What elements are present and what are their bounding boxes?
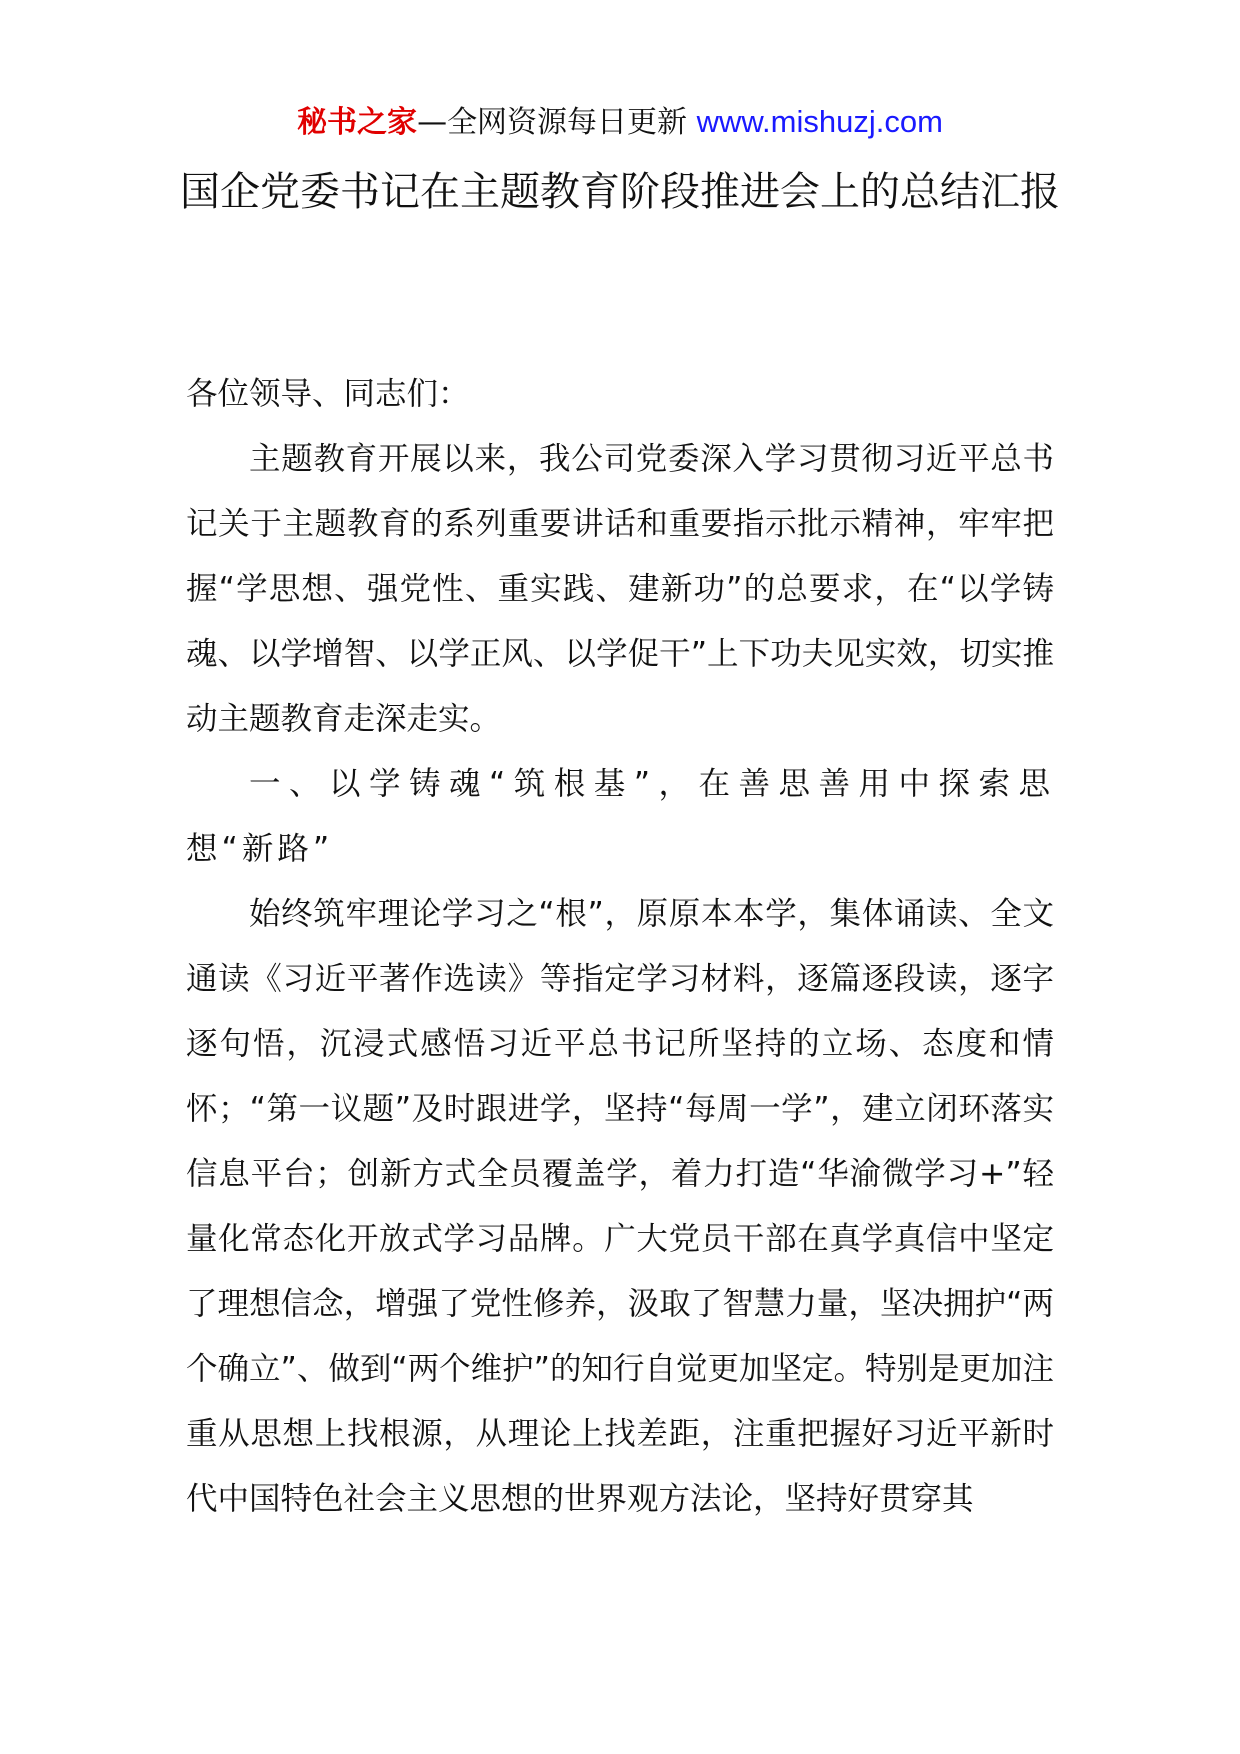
banner-brand: 秘书之家: [297, 105, 418, 140]
document-title: 国企党委书记在主题教育阶段推进会上的总结汇报: [180, 169, 1060, 215]
salutation: 各位领导、同志们：: [186, 376, 470, 412]
section-heading: 一、以学铸魂“筑根基”，在善思善用中探索思想“新路”: [186, 766, 1054, 867]
intro-paragraph: 主题教育开展以来，我公司党委深入学习贯彻习近平总书记关于主题教育的系列重要讲话和重要指示批示精神，牢牢把握“学思想、强党性、重实践、建新功”的总要求，在“以学铸魂、以学增智、以学正风、以学促干”上下功夫见实效，切实推动主题教育走深走实。: [186, 441, 1054, 737]
site-banner: [0, 100, 1240, 145]
document-body: [186, 362, 1054, 1532]
banner-url-link[interactable]: www.mishuzj.com: [696, 104, 943, 139]
section-paragraph: 始终筑牢理论学习之“根”，原原本本学，集体诵读、全文通读《习近平著作选读》等指定学习材料，逐篇逐段读，逐字逐句悟，沉浸式感悟习近平总书记所坚持的立场、态度和情怀；“第一议题”及时跟进学，坚持“每周一学”，建立闭环落实信息平台；创新方式全员覆盖学，着力打造“华渝微学习+”轻量化常态化开放式学习品牌。广大党员干部在真学真信中坚定了理想信念，增强了党性修养，汲取了智慧力量，坚决拥护“两个确立”、做到“两个维护”的知行自觉更加坚定。特别是更加注重从思想上找根源，从理论上找差距，注重把握好习近平新时代中国特色社会主义思想的世界观方法论，坚持好贯穿其: [186, 896, 1054, 1517]
banner-slogan: —全网资源每日更新: [417, 105, 697, 140]
